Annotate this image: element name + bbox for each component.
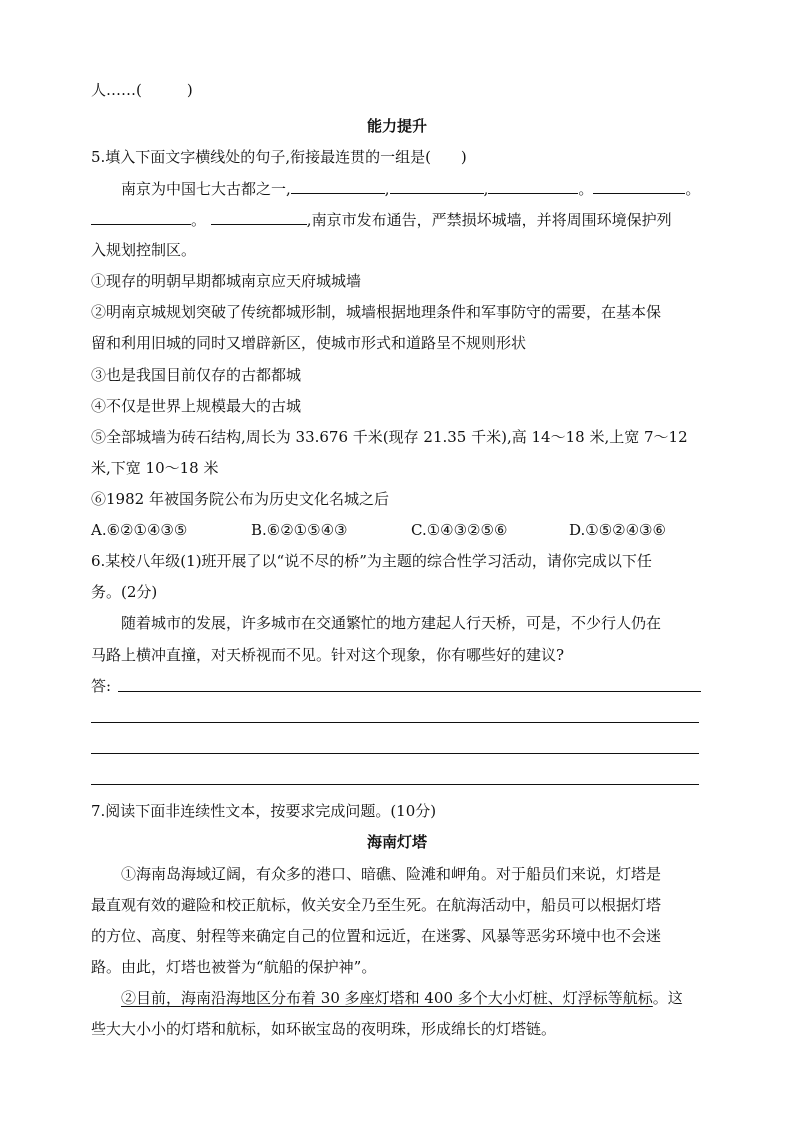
q5-passage-line-2: 。 ,南京市发布通告，严禁损坏城墙，并将周围环境保护列 (91, 209, 672, 230)
q5-item: ①现存的明朝早期都城南京应天府城城墙 (91, 272, 362, 290)
answer-line-4[interactable] (91, 784, 699, 785)
q5-item: ⑤全部城墙为砖石结构,周长为 33.676 千米(现存 21.35 千米),高 14～18 米,上宽 7～12 (91, 428, 688, 446)
answer-blank-3[interactable] (488, 178, 578, 194)
answer-line-1[interactable] (118, 691, 701, 692)
answer-blank-4[interactable] (593, 178, 685, 194)
article-paragraph-1-line-2: 最直观有效的避险和校正航标，攸关安全乃至生死。在航海活动中，船员可以根据灯塔 (91, 896, 662, 914)
q5-item: 米,下宽 10～18 米 (91, 459, 219, 477)
article-paragraph-1-line-3: 的方位、高度、射程等来确定自己的位置和远近，在迷雾、风暴等恶劣环境中也不会迷 (91, 927, 662, 945)
q5-passage-line-3: 入规划控制区。 (91, 241, 197, 259)
answer-label: 答: (91, 677, 112, 695)
article-paragraph-2-line-2: 些大大小小的灯塔和航标，如环嵌宝岛的夜明珠，形成绵长的灯塔链。 (91, 1020, 557, 1038)
q5-item: ④不仅是世界上规模最大的古城 (91, 397, 302, 415)
underlined-sentence: ②目前，海南沿海地区分布着 30 多座灯塔和 400 多个大小灯桩、灯浮标等航标 (121, 989, 653, 1007)
answer-blank-1[interactable] (291, 178, 385, 194)
option-a[interactable]: A.⑥②①④③⑤ (91, 521, 188, 539)
section-title: 能力提升 (366, 117, 427, 135)
q5-item: ②明南京城规划突破了传统都城形制，城墙根据地理条件和军事防守的需要，在基本保 (91, 303, 662, 321)
q6-stem-line-2: 务。(2分) (91, 583, 158, 601)
article-paragraph-1-line-1: ①海南岛海域辽阔，有众多的港口、暗礁、险滩和岬角。对于船员们来说，灯塔是 (121, 865, 662, 883)
q6-stem-line-1: 6.某校八年级(1)班开展了以“说不尽的桥”为主题的综合性学习活动，请你完成以下任 (91, 552, 652, 570)
q5-passage-end: ,南京市发布通告，严禁损坏城墙，并将周围环境保护列 (306, 211, 672, 229)
q5-item: ⑥1982 年被国务院公布为历史文化名城之后 (91, 490, 389, 508)
article-paragraph-1-line-4: 路。由此，灯塔也被誉为“航船的保护神”。 (91, 958, 377, 976)
q5-passage-line-1: 南京为中国七大古都之一, , , 。 。 (121, 180, 701, 198)
q5-stem: 5.填入下面文字横线处的句子,衔接最连贯的一组是( ) (91, 148, 467, 166)
answer-blank-2[interactable] (390, 178, 484, 194)
q5-options (91, 520, 666, 540)
answer-blank-6[interactable] (211, 209, 307, 225)
q5-passage-start: 南京为中国七大古都之一, (121, 180, 291, 198)
q5-item: 留和利用旧城的同时又增辟新区，使城市形式和道路呈不规则形状 (91, 334, 527, 352)
answer-blank-5[interactable] (91, 209, 191, 225)
article-paragraph-2-line-1: ②目前，海南沿海地区分布着 30 多座灯塔和 400 多个大小灯桩、灯浮标等航标。这 (121, 989, 683, 1007)
option-d[interactable]: D.①⑤②④③⑥ (569, 521, 666, 539)
q7-stem: 7.阅读下面非连续性文本，按要求完成问题。(10分) (91, 802, 437, 820)
q6-paragraph-line-1: 随着城市的发展，许多城市在交通繁忙的地方建起人行天桥，可是，不少行人仍在 (121, 614, 662, 632)
option-c[interactable]: C.①④③②⑤⑥ (411, 521, 508, 539)
article-title: 海南灯塔 (366, 833, 427, 851)
continued-question-line: 人……( ) (91, 81, 193, 99)
q5-item: ③也是我国目前仅存的古都都城 (91, 366, 302, 384)
answer-line-3[interactable] (91, 753, 699, 754)
option-b[interactable]: B.⑥②①⑤④③ (251, 521, 348, 539)
q6-paragraph-line-2: 马路上横冲直撞，对天桥视而不见。针对这个现象，你有哪些好的建议? (91, 646, 565, 664)
answer-line-2[interactable] (91, 722, 699, 723)
